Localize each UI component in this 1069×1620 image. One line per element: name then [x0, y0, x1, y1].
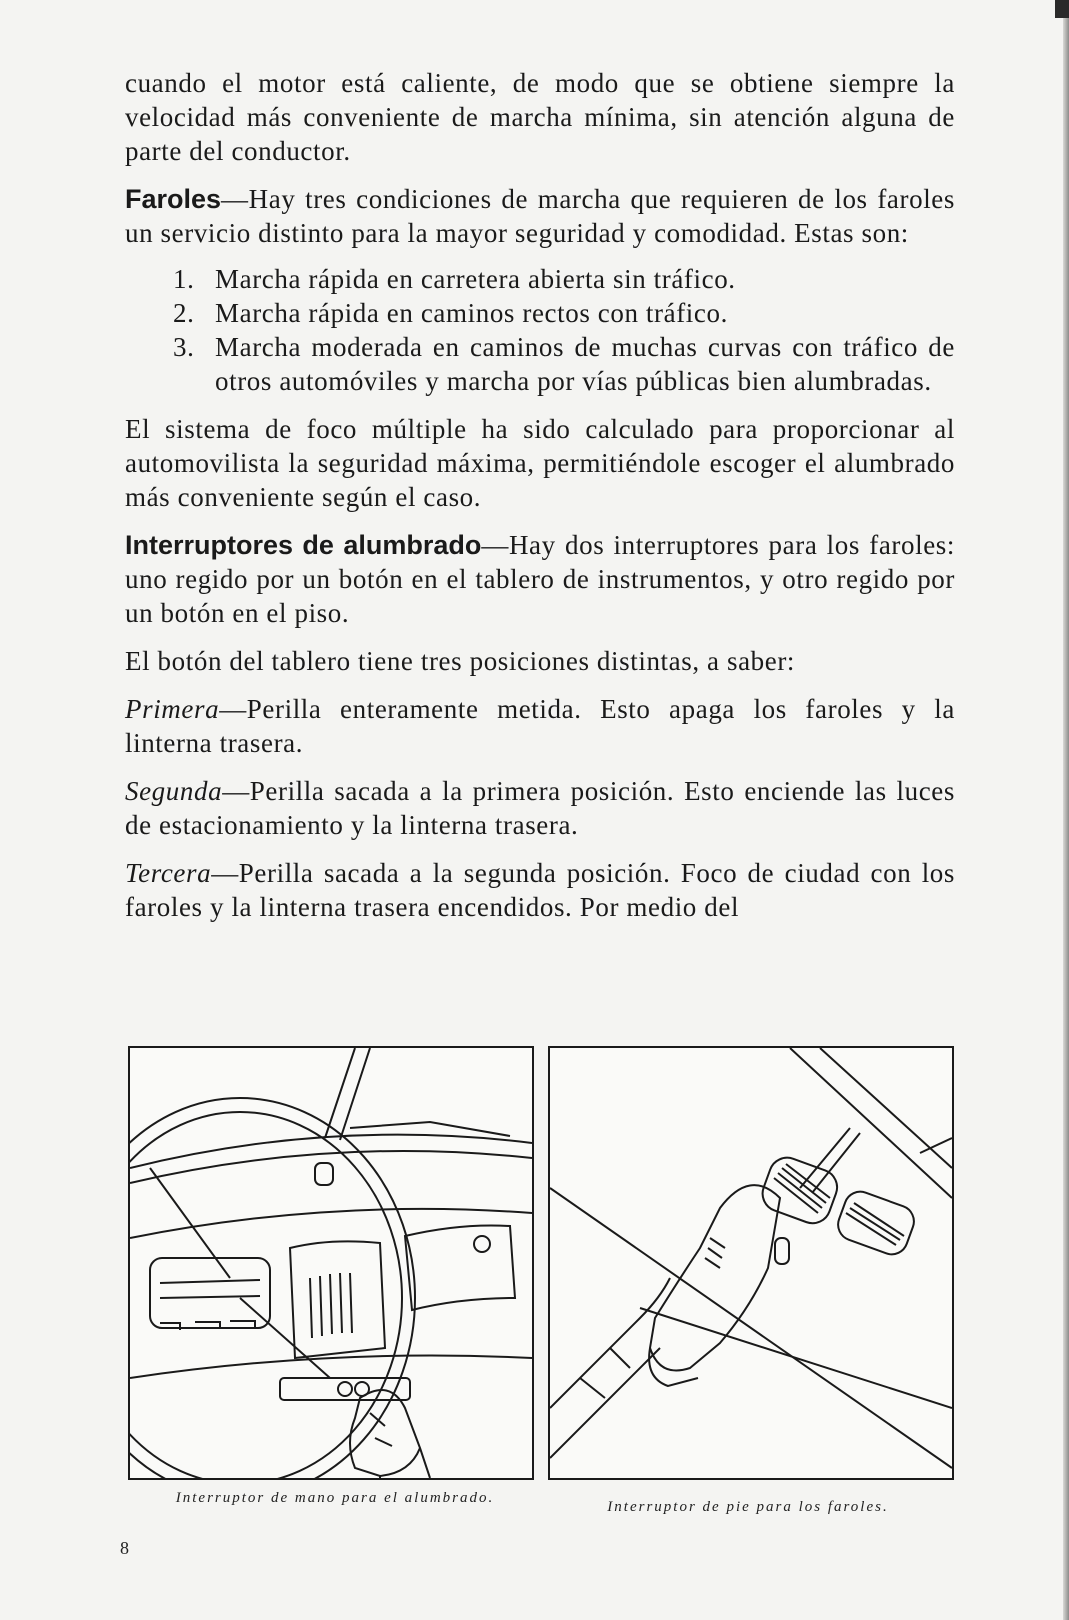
list-item — [173, 330, 955, 398]
paragraph-sistema: El sistema de foco múltiple ha sido calculado para proporcionar al automovilista la seguridad máxima, permitiéndole escoger el alumbrado más conveniente según el caso. — [125, 414, 955, 512]
faroles-text: —Hay tres condiciones de marcha que requieren de los faroles un servicio distinto para la mayor seguridad y comodidad. Estas son: — [125, 184, 955, 248]
interruptores-text: —Hay dos interruptores para los faroles: uno regido por un botón en el tablero de instrumentos, y otro regido por un botón en el piso. — [125, 530, 955, 628]
heading-faroles: Faroles — [125, 184, 222, 214]
page-number: 8 — [120, 1538, 129, 1558]
page-corner — [1055, 0, 1069, 18]
list-number: 3. — [173, 332, 195, 362]
list-number: 2. — [173, 298, 195, 328]
conditions-list — [125, 262, 955, 398]
paragraph-intro: cuando el motor está caliente, de modo que se obtiene siempre la velocidad más conveniente de marcha mínima, sin atención alguna de parte del conductor. — [125, 68, 955, 166]
segunda-text: —Perilla sacada a la primera posición. Esto enciende las luces de estacionamiento y la linterna trasera. — [125, 776, 955, 840]
paragraph-tercera — [125, 856, 955, 924]
list-text: Marcha rápida en carretera abierta sin tráfico. — [215, 264, 736, 294]
caption-hand-switch: Interruptor de mano para el alumbrado. — [175, 1490, 495, 1506]
lead-tercera: Tercera — [125, 858, 212, 888]
foot-switch-drawing — [550, 1048, 952, 1478]
list-text: Marcha moderada en caminos de muchas curvas con tráfico de otros automóviles y marcha por vías públicas bien alumbradas. — [215, 332, 955, 396]
caption-foot-switch: Interruptor de pie para los faroles. — [607, 1499, 889, 1515]
paragraph-boton: El botón del tablero tiene tres posiciones distintas, a saber: — [125, 646, 796, 676]
primera-text: —Perilla enteramente metida. Esto apaga los faroles y la linterna trasera. — [125, 694, 955, 758]
figures-row — [128, 1046, 956, 1476]
lead-primera: Primera — [125, 694, 220, 724]
body-text — [125, 66, 955, 924]
list-text: Marcha rápida en caminos rectos con tráfico. — [215, 298, 728, 328]
dashboard-drawing — [130, 1048, 532, 1478]
tercera-text: —Perilla sacada a la segunda posición. Foco de ciudad con los faroles y la linterna trasera encendidos. Por medio del — [125, 858, 955, 922]
list-item — [173, 296, 955, 330]
paragraph-interruptores — [125, 528, 955, 630]
page-edge — [1063, 0, 1069, 1620]
paragraph-primera — [125, 692, 955, 760]
heading-interruptores: Interruptores de alumbrado — [125, 530, 482, 560]
list-item — [173, 262, 955, 296]
paragraph-segunda — [125, 774, 955, 842]
dashboard-illustration — [128, 1046, 534, 1480]
paragraph-faroles — [125, 182, 955, 250]
list-number: 1. — [173, 264, 195, 294]
lead-segunda: Segunda — [125, 776, 223, 806]
foot-switch-illustration — [548, 1046, 954, 1480]
